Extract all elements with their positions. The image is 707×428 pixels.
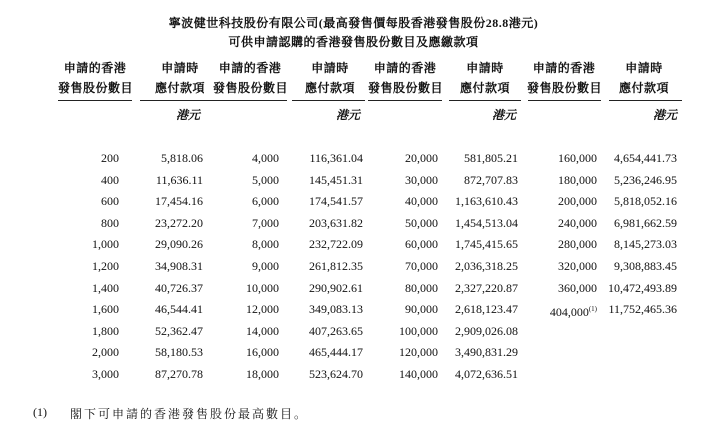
table-cell: 116,361.04 [309, 151, 363, 165]
table-cell: 9,000 [252, 258, 279, 273]
header-line2: 應付款項 [459, 81, 510, 95]
header-rule [528, 100, 601, 101]
table-cell: 16,000 [246, 345, 279, 360]
table-cell: 34,908.31 [155, 258, 203, 273]
header-rule [58, 100, 132, 101]
table-cell: 70,000 [405, 258, 438, 273]
table-cell: 9,308,883.45 [614, 258, 677, 273]
table-cell [550, 299, 597, 324]
table-cell: 6,000 [252, 194, 279, 209]
header-rule [213, 100, 287, 101]
table-cell: 4,654,441.73 [614, 151, 677, 165]
table-cell: 203,631.82 [309, 215, 363, 230]
header-shares-2 [213, 58, 287, 98]
table-cell: 5,818.06 [161, 151, 203, 165]
table-cell: 8,145,273.03 [614, 237, 677, 252]
header-line1: 申請時 [311, 61, 349, 75]
table-cell: 349,083.13 [309, 302, 363, 317]
header-line1: 申請時 [625, 61, 663, 75]
header-line2: 發售股份數目 [527, 81, 603, 95]
header-rule [140, 100, 213, 101]
header-rule [449, 100, 521, 101]
header-line1: 申請的香港 [63, 61, 127, 75]
table-cell: 6,981,662.59 [614, 215, 677, 230]
table-cell: 5,818,052.16 [614, 194, 677, 209]
table-cell: 5,236,246.95 [614, 172, 677, 187]
table-cell: 600 [101, 194, 119, 209]
table-cell: 7,000 [252, 215, 279, 230]
table-cell-value: 404,000 [549, 305, 589, 320]
table-cell: 174,541.57 [309, 194, 363, 209]
table-cell: 407,263.65 [309, 323, 363, 338]
table-cell: 23,272.20 [155, 215, 203, 230]
table-cell: 14,000 [246, 323, 279, 338]
table-cell: 872,707.83 [464, 172, 518, 187]
table-cell: 3,000 [92, 366, 119, 381]
table-cell: 2,036,318.25 [455, 258, 518, 273]
table-cell: 87,270.78 [155, 366, 203, 381]
header-line1: 申請時 [161, 61, 199, 75]
header-shares-3 [368, 58, 442, 98]
table-cell: 30,000 [405, 172, 438, 187]
table-cell: 200 [101, 151, 119, 165]
column-amount-3 [455, 148, 518, 386]
table-cell: 180,000 [558, 172, 597, 187]
column-shares-2 [246, 148, 279, 386]
table-cell: 160,000 [558, 151, 597, 165]
table-cell: 280,000 [558, 237, 597, 252]
table-cell: 320,000 [558, 258, 597, 273]
table-cell: 1,745,415.65 [455, 237, 518, 252]
table-cell: 90,000 [405, 302, 438, 317]
page-subtitle: 可供申請認購的香港發售股份數目及應繳款項 [228, 35, 479, 49]
table-cell: 4,000 [252, 151, 279, 165]
table-cell: 46,544.41 [155, 302, 203, 317]
table-cell: 1,800 [92, 323, 119, 338]
footnote-text: 閣下可申請的香港發售股份最高數目。 [70, 407, 309, 421]
table-cell: 1,163,610.43 [455, 194, 518, 209]
table-cell: 12,000 [246, 302, 279, 317]
column-shares-4 [550, 148, 597, 324]
header-amount-3 [450, 58, 520, 98]
header-line2: 應付款項 [618, 81, 669, 95]
table-cell: 17,454.16 [155, 194, 203, 209]
footnote-marker: (1) [588, 305, 597, 314]
header-line1: 申請的香港 [218, 61, 282, 75]
table-cell: 465,444.17 [309, 345, 363, 360]
header-amount-1 [145, 58, 215, 98]
table-cell: 40,000 [405, 194, 438, 209]
header-rule [368, 100, 442, 101]
footnote-number: (1) [33, 405, 47, 419]
header-line1: 申請的香港 [373, 61, 437, 75]
table-cell: 2,000 [92, 345, 119, 360]
page-title: 寧波健世科技股份有限公司(最高發售價每股香港發售股份28.8港元) [168, 16, 539, 30]
table-cell: 80,000 [405, 280, 438, 295]
header-shares-1 [58, 58, 132, 98]
table-cell: 523,624.70 [309, 366, 363, 381]
table-cell: 800 [101, 215, 119, 230]
table-cell: 52,362.47 [155, 323, 203, 338]
column-amount-4 [608, 148, 677, 321]
unit-label: 港元 [491, 108, 516, 122]
header-rule [292, 100, 365, 101]
table-cell: 20,000 [405, 151, 438, 165]
table-cell: 11,752,465.36 [608, 302, 677, 317]
table-cell: 581,805.21 [464, 151, 518, 165]
table-cell: 1,400 [92, 280, 119, 295]
table-cell: 40,726.37 [155, 280, 203, 295]
table-cell: 120,000 [399, 345, 438, 360]
table-cell: 10,000 [246, 280, 279, 295]
table-cell: 232,722.09 [309, 237, 363, 252]
header-shares-4 [527, 58, 601, 98]
header-line2: 應付款項 [154, 81, 205, 95]
table-cell: 29,090.26 [155, 237, 203, 252]
column-shares-1 [92, 148, 119, 386]
header-amount-2 [295, 58, 365, 98]
table-cell: 5,000 [252, 172, 279, 187]
table-cell: 8,000 [252, 237, 279, 252]
unit-label: 港元 [175, 108, 200, 122]
header-line2: 發售股份數目 [58, 81, 134, 95]
header-amount-4 [609, 58, 679, 98]
table-cell: 145,451.31 [309, 172, 363, 187]
table-cell: 2,618,123.47 [455, 302, 518, 317]
table-cell: 3,490,831.29 [455, 345, 518, 360]
table-cell: 360,000 [558, 280, 597, 295]
table-cell: 2,909,026.08 [455, 323, 518, 338]
header-rule [609, 100, 682, 101]
table-cell: 200,000 [558, 194, 597, 209]
column-amount-2 [309, 148, 363, 386]
table-cell: 58,180.53 [155, 345, 203, 360]
table-cell: 11,636.11 [155, 172, 203, 187]
table-cell: 1,454,513.04 [455, 215, 518, 230]
header-line2: 發售股份數目 [368, 81, 444, 95]
column-shares-3 [399, 148, 438, 386]
table-cell: 4,072,636.51 [455, 366, 518, 381]
table-cell: 400 [101, 172, 119, 187]
table-cell: 18,000 [246, 366, 279, 381]
header-line2: 發售股份數目 [213, 81, 289, 95]
table-cell: 1,600 [92, 302, 119, 317]
table-cell: 1,200 [92, 258, 119, 273]
unit-label: 港元 [335, 108, 360, 122]
header-line2: 應付款項 [304, 81, 355, 95]
table-cell: 290,902.61 [309, 280, 363, 295]
table-cell: 10,472,493.89 [608, 280, 677, 295]
table-cell: 60,000 [405, 237, 438, 252]
table-cell: 240,000 [558, 215, 597, 230]
table-cell: 140,000 [399, 366, 438, 381]
header-line1: 申請時 [466, 61, 504, 75]
table-cell: 261,812.35 [309, 258, 363, 273]
table-cell: 100,000 [399, 323, 438, 338]
table-cell: 2,327,220.87 [455, 280, 518, 295]
column-amount-1 [155, 148, 203, 386]
table-cell: 50,000 [405, 215, 438, 230]
table-cell: 1,000 [92, 237, 119, 252]
unit-label: 港元 [652, 108, 677, 122]
header-line1: 申請的香港 [532, 61, 596, 75]
